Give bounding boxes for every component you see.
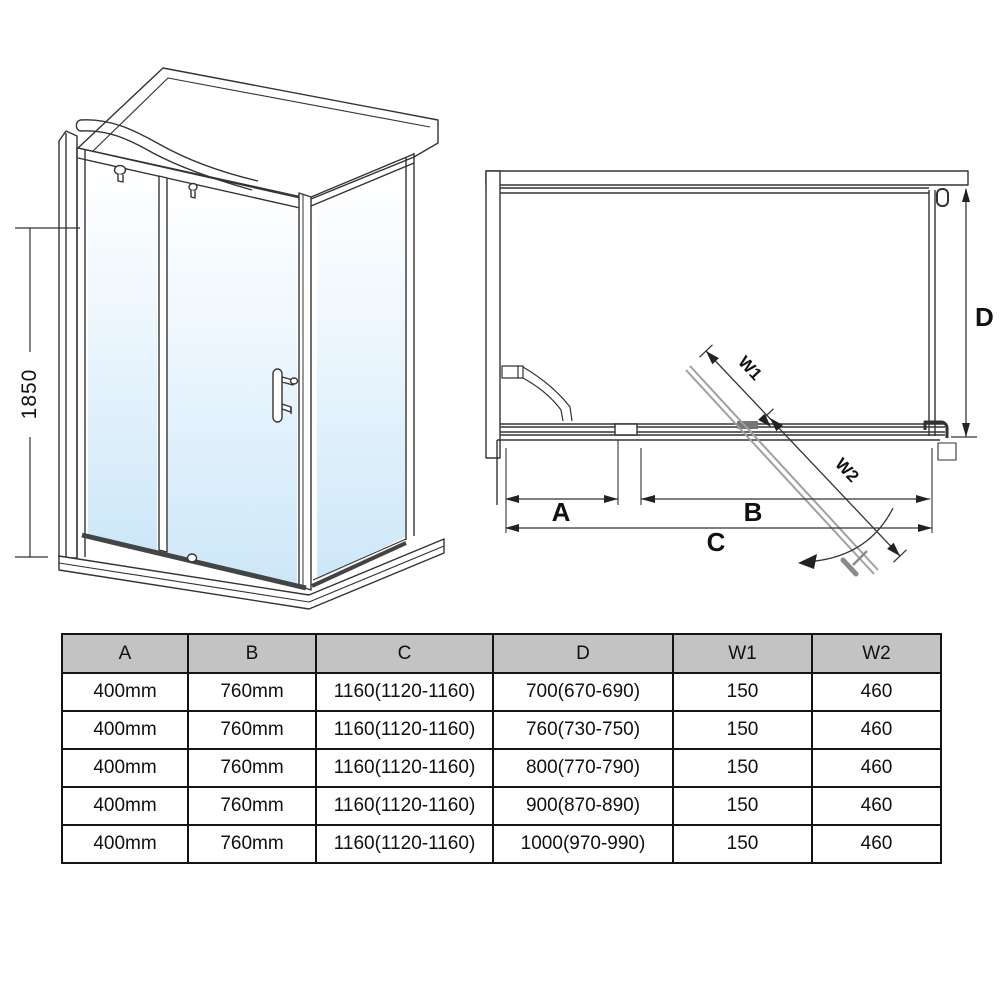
table-cell: 460 — [812, 673, 941, 711]
table-cell: 150 — [673, 711, 812, 749]
swing-arrowhead — [798, 554, 817, 569]
c-label: C — [706, 527, 726, 557]
table-cell: 900(870-890) — [493, 787, 673, 825]
table-row — [62, 825, 941, 863]
table-row — [62, 673, 941, 711]
table-cell: 150 — [673, 825, 812, 863]
table-cell: 760mm — [188, 711, 316, 749]
table-cell: 400mm — [62, 787, 188, 825]
back-wall — [486, 171, 968, 185]
table-cell: 1160(1120-1160) — [316, 749, 493, 787]
table-row — [62, 749, 941, 787]
table-cell: 760mm — [188, 749, 316, 787]
table-cell: 760mm — [188, 673, 316, 711]
w-dimensions — [700, 345, 907, 562]
fixed-glass-panel — [88, 162, 157, 551]
table-cell: 1000(970-990) — [493, 825, 673, 863]
table-cell: 400mm — [62, 749, 188, 787]
col-header-w1: W1 — [673, 634, 812, 673]
table-cell: 760mm — [188, 787, 316, 825]
support-bar-plan — [502, 366, 572, 421]
table-cell: 760(730-750) — [493, 711, 673, 749]
col-header-d: D — [493, 634, 673, 673]
table-header-row — [62, 634, 941, 673]
table-cell: 800(770-790) — [493, 749, 673, 787]
table-cell: 1160(1120-1160) — [316, 787, 493, 825]
col-header-c: C — [316, 634, 493, 673]
table-cell: 1160(1120-1160) — [316, 673, 493, 711]
table-cell: 150 — [673, 673, 812, 711]
table-cell: 150 — [673, 749, 812, 787]
col-header-a: A — [62, 634, 188, 673]
table-cell: 400mm — [62, 673, 188, 711]
col-header-w2: W2 — [812, 634, 941, 673]
left-wall — [486, 171, 500, 458]
height-dim-label: 1850 — [18, 368, 41, 420]
table-cell: 1160(1120-1160) — [316, 711, 493, 749]
b-label: B — [743, 497, 763, 527]
mullion-post — [159, 176, 167, 552]
wall-strip — [59, 131, 77, 558]
side-glass-panel — [317, 168, 405, 580]
d-dimension — [951, 188, 994, 437]
table-cell: 460 — [812, 711, 941, 749]
front-3d-view — [15, 68, 444, 609]
table-row — [62, 787, 941, 825]
w2-label: W2 — [831, 454, 863, 487]
table-row — [62, 711, 941, 749]
table-cell: 700(670-690) — [493, 673, 673, 711]
d-label: D — [975, 302, 994, 332]
table-cell: 760mm — [188, 825, 316, 863]
plan-top-view — [486, 171, 994, 574]
corner-post — [299, 193, 311, 590]
col-header-b: B — [188, 634, 316, 673]
w1-label: W1 — [734, 352, 766, 385]
table-cell: 400mm — [62, 825, 188, 863]
dimension-table — [61, 633, 942, 864]
b-dimension — [641, 495, 930, 527]
a-dimension — [505, 495, 618, 527]
pivot-bracket — [615, 424, 637, 435]
wall-clamp-top — [937, 189, 948, 206]
table-cell: 150 — [673, 787, 812, 825]
table-cell: 460 — [812, 825, 941, 863]
table-cell: 400mm — [62, 711, 188, 749]
table-cell: 1160(1120-1160) — [316, 825, 493, 863]
a-label: A — [551, 497, 571, 527]
table-cell: 460 — [812, 749, 941, 787]
table-cell: 460 — [812, 787, 941, 825]
